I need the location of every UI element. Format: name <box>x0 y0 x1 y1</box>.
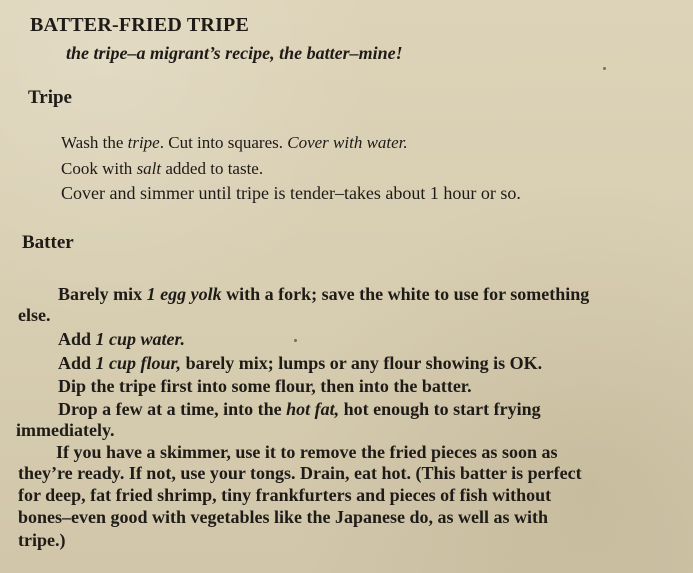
batter-step-1-part-c: with a fork; save the white to use for something <box>221 284 590 304</box>
batter-step-3-part-b: 1 cup flour, <box>95 353 182 373</box>
tripe-step-2-part-a: Cook with <box>61 159 137 178</box>
batter-step-5 <box>58 400 541 418</box>
batter-step-6: If you have a skimmer, use it to remove the fried pieces as soon as <box>56 442 558 462</box>
batter-step-6-continuation-3: bones–even good with vegetables like the Japanese do, as well as with <box>18 507 549 527</box>
recipe-title: BATTER-FRIED TRIPE <box>30 14 250 36</box>
batter-step-5-part-b: hot fat, <box>286 399 340 419</box>
tripe-step-2-part-c: added to taste. <box>161 159 264 178</box>
tripe-heading: Tripe <box>28 87 72 108</box>
tripe-step-1-part-b: tripe <box>127 133 160 152</box>
tripe-step-1-part-c: . Cut into squares. <box>159 133 288 152</box>
batter-step-5-continuation: immediately. <box>16 420 115 440</box>
ink-speck <box>603 67 606 70</box>
batter-step-3 <box>58 354 542 372</box>
batter-step-1-part-a: Barely mix <box>58 284 147 304</box>
tripe-step-1 <box>61 134 408 151</box>
batter-step-4: Dip the tripe first into some flour, then into the batter. <box>58 376 472 396</box>
tripe-step-1-part-d: Cover with water. <box>287 133 408 152</box>
batter-step-1-continuation: else. <box>18 305 51 325</box>
batter-step-3-part-c: barely mix; lumps or any flour showing is OK. <box>181 353 543 373</box>
ink-speck <box>294 339 297 342</box>
batter-step-1 <box>58 285 589 303</box>
tripe-step-1-part-a: Wash the <box>61 133 128 152</box>
batter-heading: Batter <box>22 232 74 253</box>
tripe-step-2 <box>61 160 263 177</box>
batter-step-5-part-c: hot enough to start frying <box>339 399 541 419</box>
batter-step-5-part-a: Drop a few at a time, into the <box>58 399 287 419</box>
batter-step-6-continuation-1: they’re ready. If not, use your tongs. Drain, eat hot. (This batter is perfect <box>18 463 582 483</box>
batter-step-3-part-a: Add <box>58 353 96 373</box>
batter-step-1-part-b: 1 egg yolk <box>146 284 222 304</box>
tripe-step-3: Cover and simmer until tripe is tender–takes about 1 hour or so. <box>61 183 521 203</box>
batter-step-6-continuation-2: for deep, fat fried shrimp, tiny frankfurters and pieces of fish without <box>18 485 552 505</box>
recipe-subtitle: the tripe–a migrant’s recipe, the batter–mine! <box>66 43 403 63</box>
tripe-step-2-part-b: salt <box>136 159 162 178</box>
batter-step-2 <box>58 330 185 348</box>
batter-step-2-part-a: Add <box>58 329 96 349</box>
batter-step-2-part-b: 1 cup water. <box>95 329 186 349</box>
batter-step-6-continuation-4: tripe.) <box>18 530 66 550</box>
